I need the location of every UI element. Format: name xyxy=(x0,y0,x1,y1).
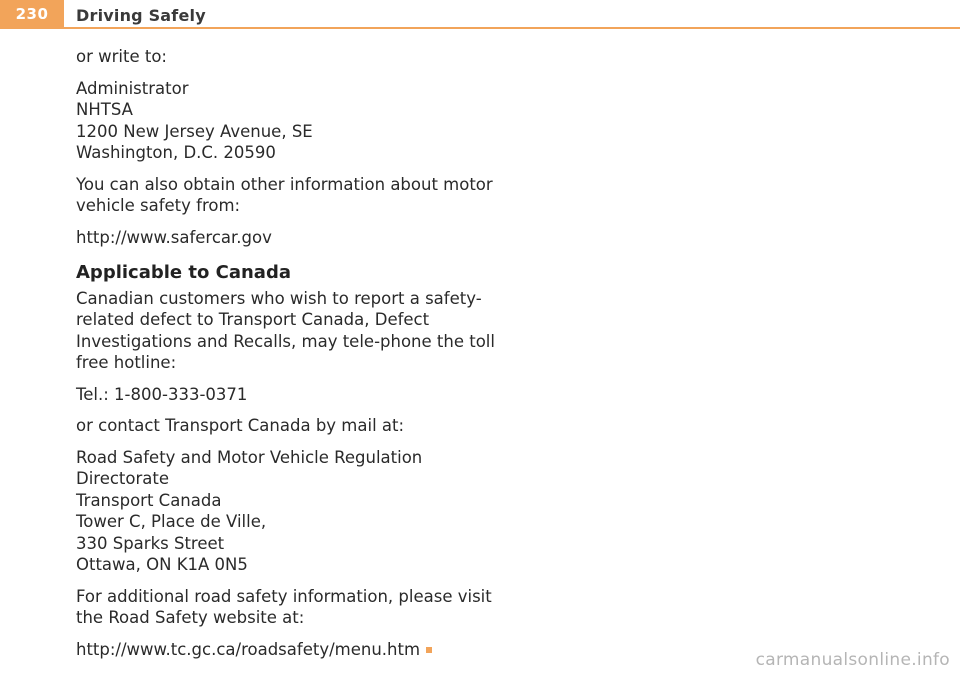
info-text: You can also obtain other information about motor vehicle safety from: xyxy=(76,174,493,215)
ca-address-line: Road Safety and Motor Vehicle Regulation xyxy=(76,447,423,467)
header-rule xyxy=(0,27,960,29)
ca-url-link[interactable]: http://www.tc.gc.ca/roadsafety/menu.htm xyxy=(76,639,421,659)
intro-text: or write to: xyxy=(76,47,167,66)
page-header xyxy=(0,0,960,30)
ca-address-line: 330 Sparks Street xyxy=(76,533,225,553)
ca-address-line: Tower C, Place de Ville, xyxy=(76,512,267,531)
canada-text: Canadian customers who wish to report a safety-related defect to Transport Canada, Defect Investigations and Recalls, may tele-phone the toll free hotline: xyxy=(76,288,495,372)
ca-address-line: Ottawa, ON K1A 0N5 xyxy=(76,555,248,574)
us-url-link[interactable]: http://www.safercar.gov xyxy=(76,227,272,247)
us-address-line: Administrator xyxy=(76,78,189,98)
page-number-badge: 230 xyxy=(0,0,64,28)
mail-text: or contact Transport Canada by mail at: xyxy=(76,416,405,435)
phone-number: Tel.: 1-800-333-0371 xyxy=(76,384,248,404)
ca-address xyxy=(76,447,496,576)
running-title: Driving Safely xyxy=(76,6,206,25)
ca-address-line: Directorate xyxy=(76,469,170,488)
ca-address-line: Transport Canada xyxy=(76,490,222,510)
us-address xyxy=(76,78,496,164)
section-end-icon xyxy=(426,647,432,653)
us-address-line: NHTSA xyxy=(76,100,133,119)
page-content xyxy=(76,46,496,670)
ca-url-paragraph xyxy=(76,639,496,661)
additional-text: For additional road safety information, please visit the Road Safety website at: xyxy=(76,586,492,627)
canada-heading: Applicable to Canada xyxy=(76,262,291,283)
us-address-line: Washington, D.C. 20590 xyxy=(76,143,276,162)
watermark-text: carmanualsonline.info xyxy=(755,650,950,670)
us-address-line: 1200 New Jersey Avenue, SE xyxy=(76,121,313,141)
